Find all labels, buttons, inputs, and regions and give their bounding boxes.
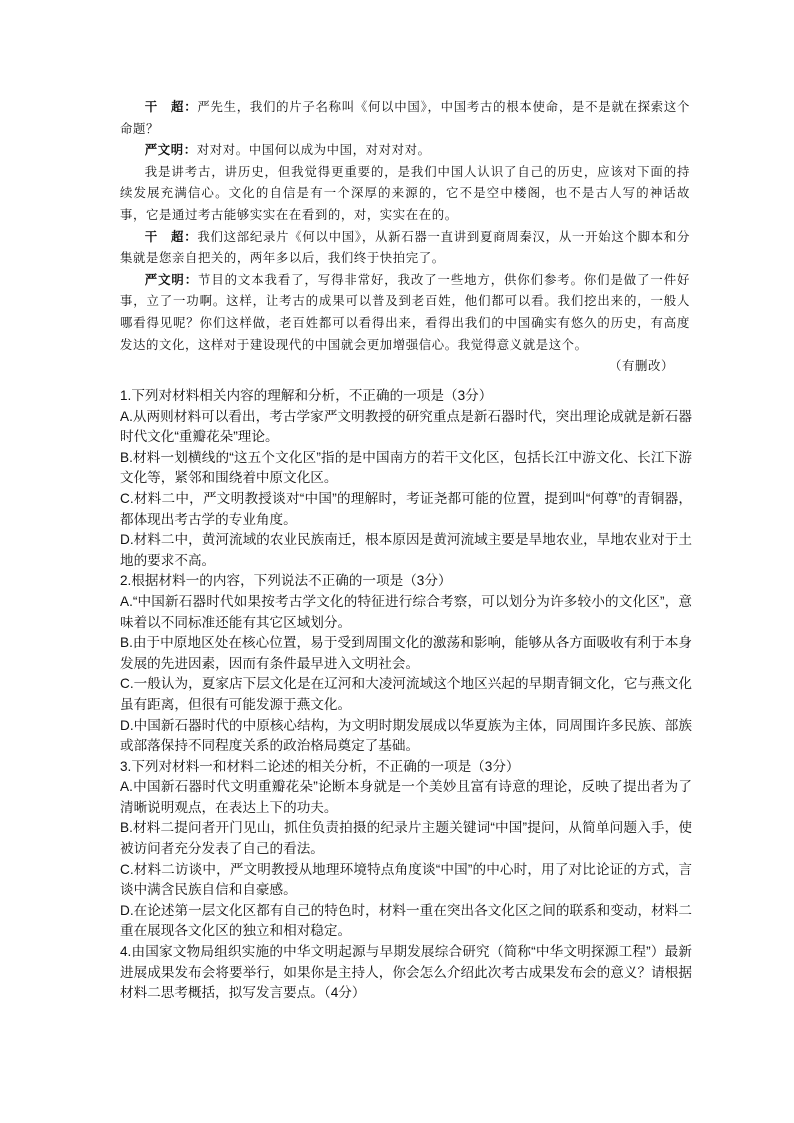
interview-paragraph xyxy=(120,96,690,139)
interview-paragraph xyxy=(120,161,690,226)
question-stem: 4.由国家文物局组织实施的中华文明起源与早期发展综合研究（简称“中华文明探源工程”）最新进展成果发布会将要举行，如果你是主持人，你会怎么介绍此次考古成果发布会的意义？请根据材料二思考概括，拟写发言要点。（4分） xyxy=(120,944,692,1001)
speaker-label: 严文明： xyxy=(144,271,199,287)
speaker-label: 干 超： xyxy=(144,99,198,114)
answer-option: B.材料一划横线的“这五个文化区”指的是中国南方的若干文化区，包括长江中游文化、长江下游文化等，紧邻和围绕着中原文化区。 xyxy=(120,449,692,486)
answer-option: D.在论述第一层文化区都有自己的特色时，材料一重在突出各文化区之间的联系和变动，材料二重在展现各文化区的独立和相对稳定。 xyxy=(120,902,692,939)
answer-option: C.材料二中，严文明教授谈对“中国”的理解时，考证尧都可能的位置，提到叫“何尊”的青铜器，都体现出考古学的专业角度。 xyxy=(120,490,692,527)
paragraph-text: 我们这部纪录片《何以中国》，从新石器一直讲到夏商周秦汉，从一开始这个脚本和分集就是您亲自把关的，两年多以后，我们终于快拍完了。 xyxy=(120,228,690,266)
answer-option: C.材料二访谈中，严文明教授从地理环境特点角度谈“中国”的中心时，用了对比论证的方式，言谈中满含民族自信和自豪感。 xyxy=(120,861,692,898)
source-note: （有删改） xyxy=(609,358,674,374)
answer-option: A.从两则材料可以看出，考古学家严文明教授的研究重点是新石器时代，突出理论成就是新石器时代文化“重瓣花朵”理论。 xyxy=(120,408,692,445)
paragraph-text: 我是讲考古，讲历史，但我觉得更重要的，是我们中国人认识了自己的历史，应该对下面的持续发展充满信心。文化的自信是有一个深厚的来源的，它不是空中楼阁，也不是古人写的神话故事，它是通过考古能够实实在在看到的，对，实实在在的。 xyxy=(120,163,690,222)
answer-option: A.“中国新石器时代如果按考古学文化的特征进行综合考察，可以划分为许多较小的文化区”，意味着以不同标准还能有其它区域划分。 xyxy=(120,593,692,630)
answer-option: D.中国新石器时代的中原核心结构，为文明时期发展成以华夏族为主体，同周围许多民族、部族或部落保持不同程度关系的政治格局奠定了基础。 xyxy=(120,717,692,754)
paragraph-text: 节目的文本我看了，写得非常好，我改了一些地方，供你们参考。你们是做了一件好事，立了一功啊。这样，让考古的成果可以普及到老百姓，他们都可以看。我们挖出来的，一般人哪看得见呢？你们这样做，老百姓都可以看得出来，看得出我们的中国确实有悠久的历史，有高度发达的文化，这样对于建设现代的中国就会更加增强信心。我觉得意义就是这个。 xyxy=(120,271,691,352)
answer-option: B.由于中原地区处在核心位置，易于受到周围文化的激荡和影响，能够从各方面吸收有利于本身发展的先进因素，因而有条件最早进入文明社会。 xyxy=(120,635,692,671)
answer-option: D.材料二中，黄河流域的农业民族南迁，根本原因是黄河流域主要是旱地农业，旱地农业对于土地的要求不高。 xyxy=(120,532,692,568)
interview-paragraph xyxy=(120,226,690,269)
answer-option: B.材料二提问者开门见山，抓住负责拍摄的纪录片主题关键词“中国”提问，从简单问题入手，使被访问者充分发表了自己的看法。 xyxy=(120,820,692,857)
speaker-label: 严文明： xyxy=(144,142,197,158)
question-stem: 2.根据材料一的内容，下列说法不正确的一项是（3分） xyxy=(120,573,452,589)
question-stem: 3.下列对材料一和材料二论述的相关分析，不正确的一项是（3分） xyxy=(120,758,520,774)
question-section xyxy=(120,386,692,1004)
question-stem: 1.下列对材料相关内容的理解和分析，不正确的一项是（3分） xyxy=(120,388,493,403)
interview-paragraph xyxy=(120,139,690,161)
speaker-label: 干 超： xyxy=(144,228,198,244)
interview-paragraph xyxy=(120,269,690,355)
paragraph-text: 对对对。中国何以成为中国，对对对对。 xyxy=(196,142,431,158)
interview-transcript xyxy=(120,96,690,377)
answer-option: C.一般认为，夏家店下层文化是在辽河和大凌河流域这个地区兴起的早期青铜文化，它与燕文化虽有距离，但很有可能发源于燕文化。 xyxy=(120,676,692,712)
paragraph-text: 严先生，我们的片子名称叫《何以中国》，中国考古的根本使命，是不是就在探索这个命题？ xyxy=(120,99,690,136)
answer-option: A.中国新石器时代文明重瓣花朵”论断本身就是一个美妙且富有诗意的理论，反映了提出者为了清晰说明观点，在表达上下的功夫。 xyxy=(120,779,692,815)
